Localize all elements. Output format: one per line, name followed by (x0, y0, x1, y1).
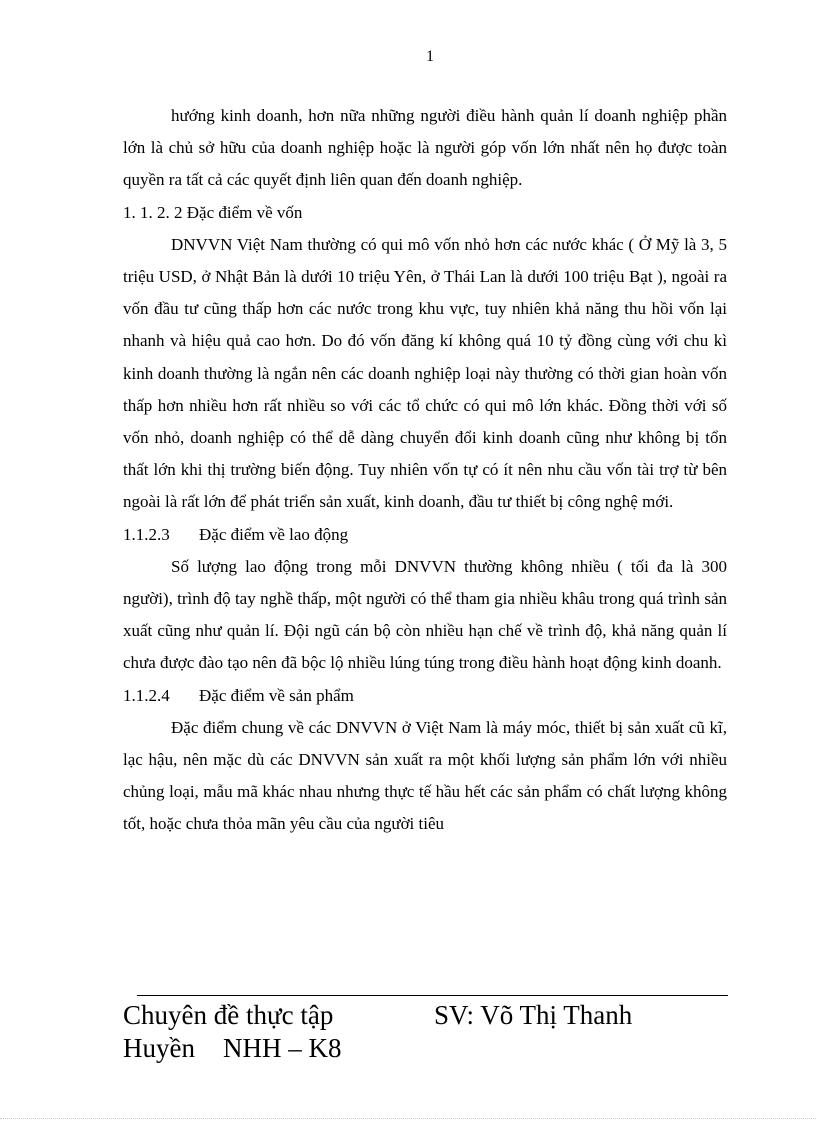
footer-student: SV: Võ Thị Thanh (434, 1000, 633, 1030)
heading-labor-number: 1.1.2.3 (123, 524, 170, 544)
heading-product-number: 1.1.2.4 (123, 685, 170, 705)
paragraph-ownership: hướng kinh doanh, hơn nữa những người điều hành quản lí doanh nghiệp phần lớn là chủ sở hữu của doanh nghiệp hoặc là người góp vốn lớn nhất nên họ được toàn quyền ra tất cả các quyết định liên quan đến doanh nghiệp. (123, 106, 727, 190)
page-bottom-border (0, 1118, 816, 1119)
page-footer (123, 999, 727, 1065)
paragraph-product: Đặc điểm chung về các DNVVN ở Việt Nam là máy móc, thiết bị sản xuất cũ kĩ, lạc hậu, nên mặc dù các DNVVN sản xuất ra một khối lượng sản phẩm lớn với nhiều chủng loại, mẫu mã khác nhau nhưng thực tế hầu hết các sản phẩm có chất lượng không tốt, hoặc chưa thỏa mãn yêu cầu của người tiêu (123, 717, 727, 834)
footer-divider (137, 995, 728, 996)
heading-product (123, 680, 727, 712)
document-body (123, 100, 727, 841)
footer-topic: Chuyên đề thực tập (123, 1000, 334, 1030)
footer-class: NHH – K8 (222, 1033, 342, 1063)
paragraph-capital: DNVVN Việt Nam thường có qui mô vốn nhỏ hơn các nước khác ( Ở Mỹ là 3, 5 triệu USD, ở Nhật Bản là dưới 10 triệu Yên, ở Thái Lan là dưới 100 triệu Bạt ), ngoài ra vốn đầu tư cũng thấp hơn các nước trong khu vực, tuy nhiên khả năng thu hồi vốn lại nhanh và hiệu quả cao hơn. Do đó vốn đăng kí không quá 10 tỷ đồng cùng với chu kì kinh doanh thường là ngắn nên các doanh nghiệp loại này thường có thời gian hoàn vốn thấp hơn nhiều hơn rất nhiều so với các tổ chức có qui mô lớn khác. Đồng thời với số vốn nhỏ, doanh nghiệp có thể dễ dàng chuyển đổi kinh doanh cũng như không bị tổn thất lớn khi thị trường biến động. Tuy nhiên vốn tự có ít nên nhu cầu vốn tài trợ từ bên ngoài là rất lớn để phát triển sản xuất, kinh doanh, đầu tư thiết bị công nghệ mới. (123, 234, 727, 512)
footer-student-name-end: Huyền (123, 1033, 195, 1063)
heading-labor (123, 519, 727, 551)
heading-product-title: Đặc điểm về sản phẩm (199, 685, 354, 705)
heading-labor-title: Đặc điểm về lao động (199, 524, 349, 544)
page-number: 1 (426, 48, 434, 65)
heading-capital: 1. 1. 2. 2 Đặc điểm về vốn (123, 202, 303, 222)
paragraph-labor: Số lượng lao động trong mỗi DNVVN thường không nhiều ( tối đa là 300 người), trình độ tay nghề thấp, một người có thể tham gia nhiều khâu trong quá trình sản xuất cũng như quản lí. Đội ngũ cán bộ còn nhiều hạn chế về trình độ, khả năng quản lí chưa được đào tạo nên đã bộc lộ nhiều lúng túng trong điều hành hoạt động kinh doanh. (123, 556, 727, 673)
